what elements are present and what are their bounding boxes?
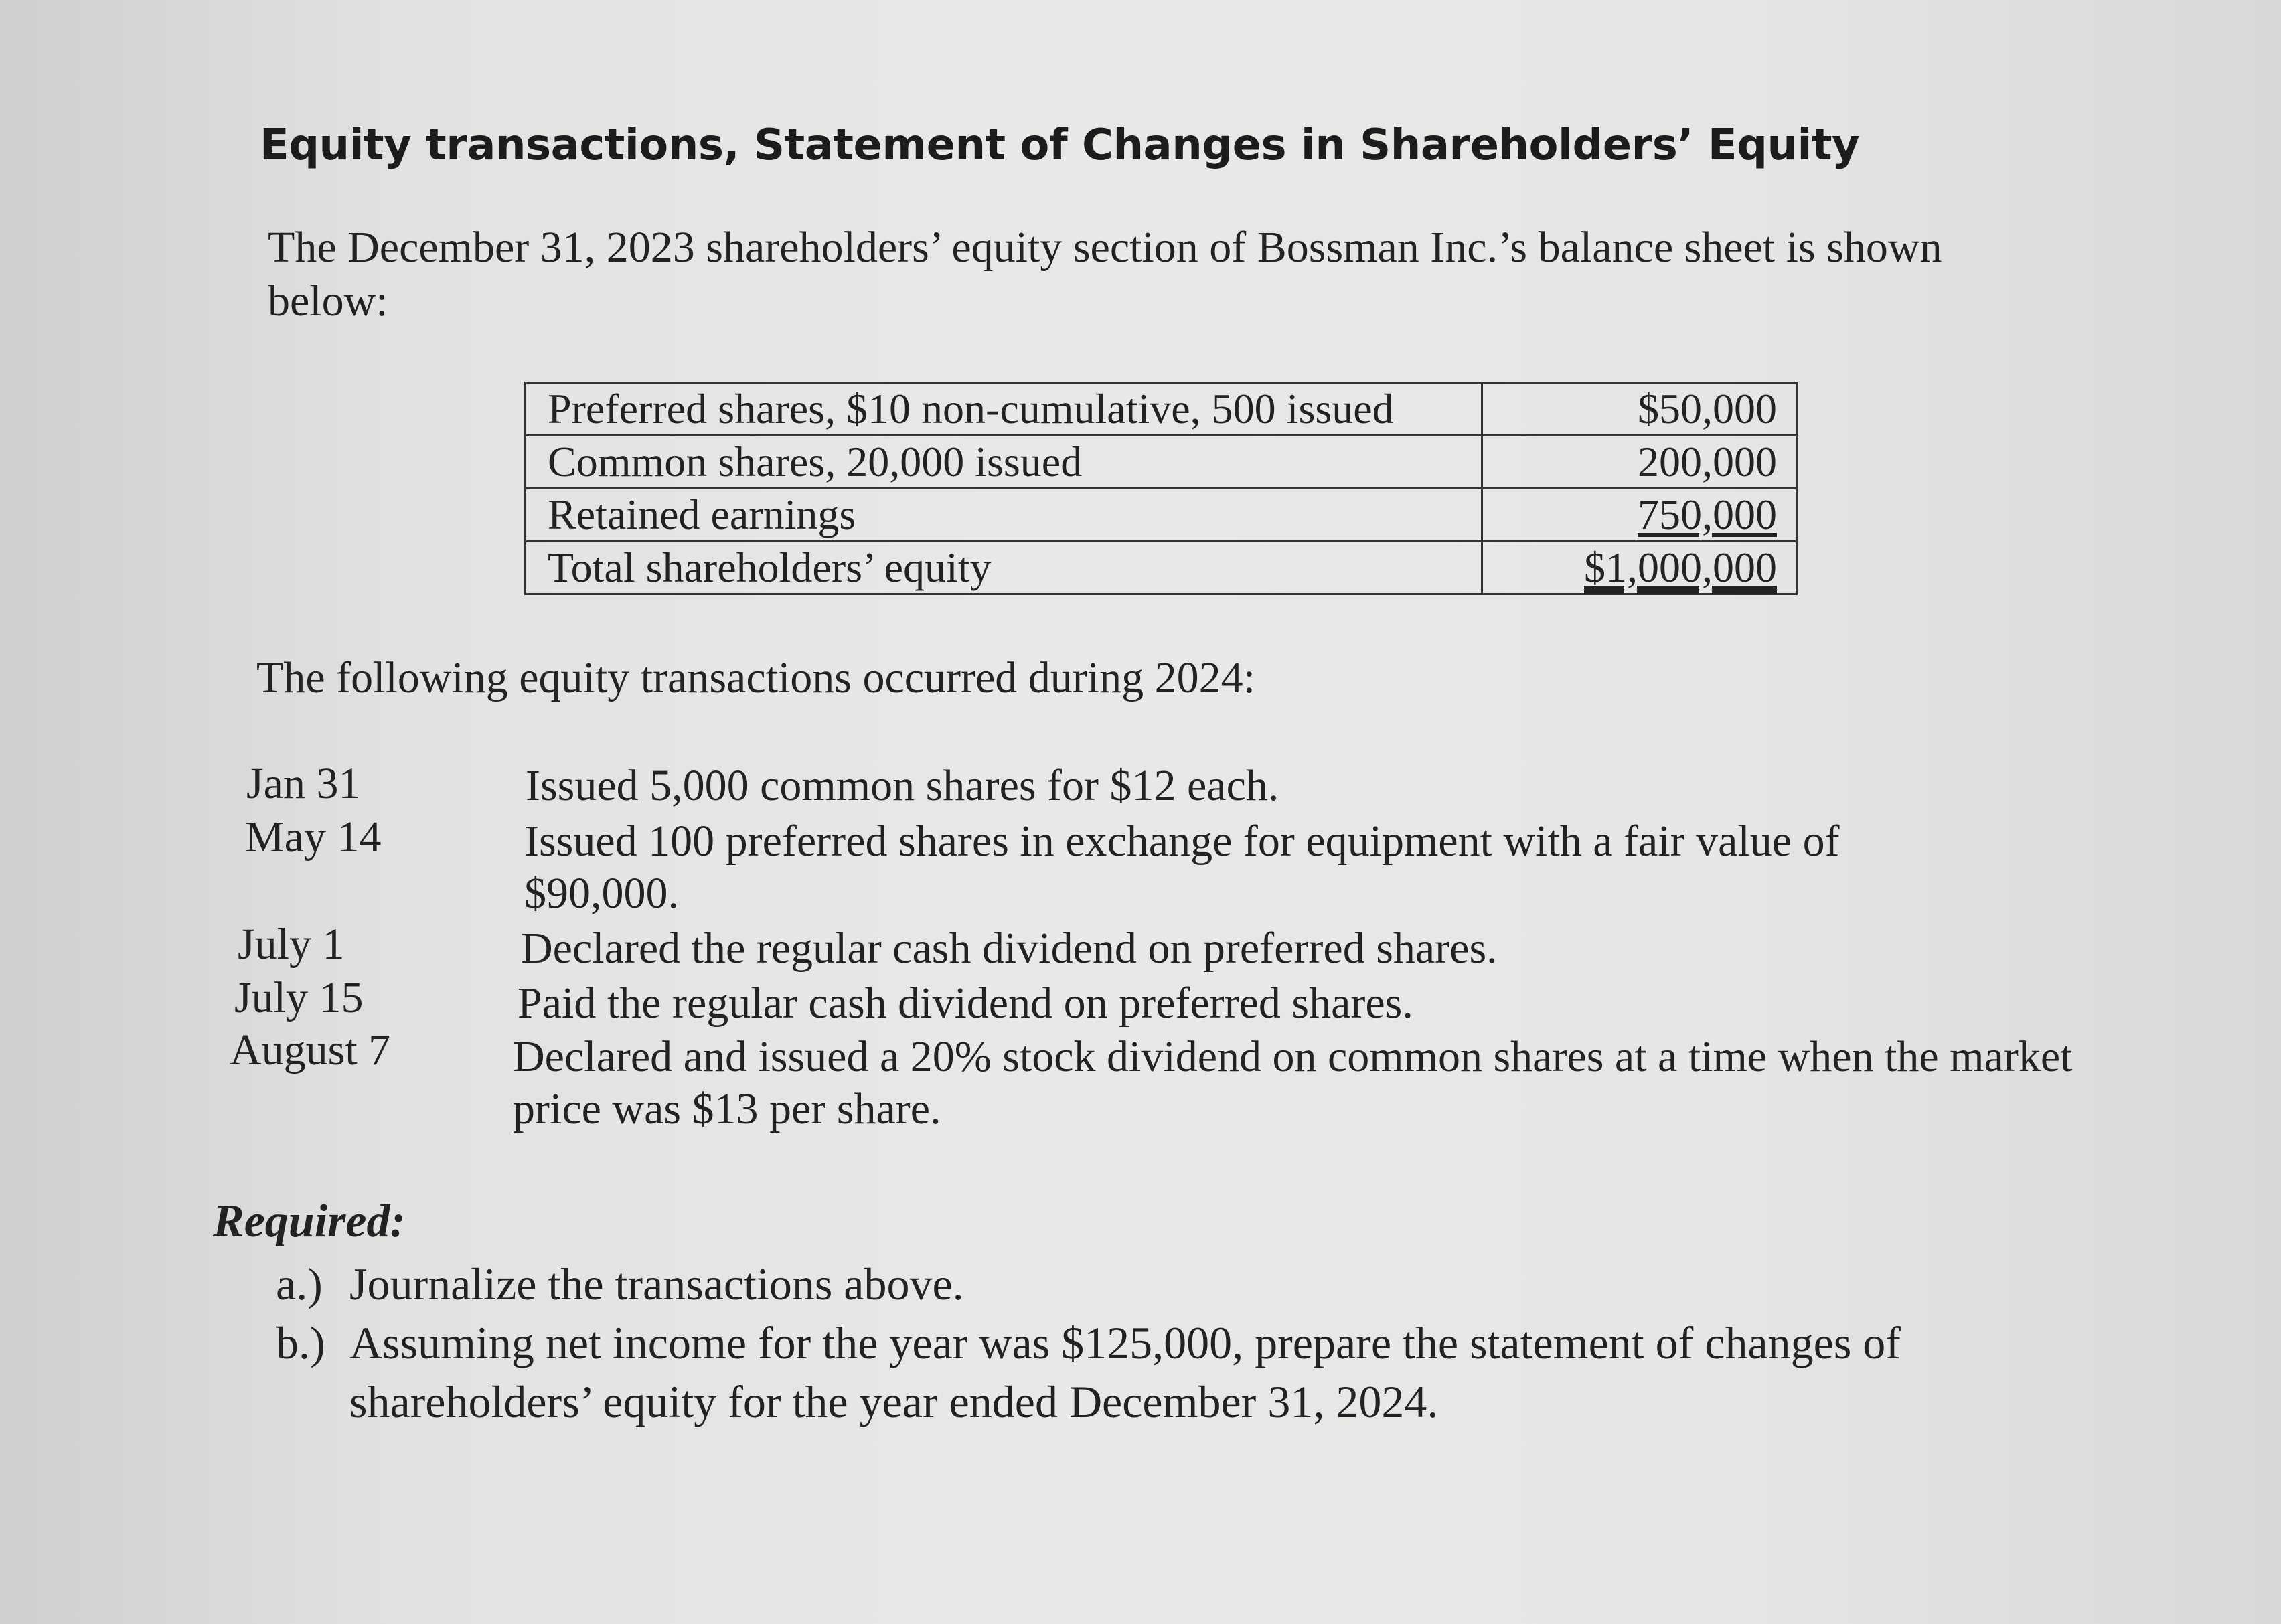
transaction-description: Issued 5,000 common shares for $12 each. <box>526 761 1279 810</box>
row-label: Common shares, 20,000 issued <box>526 436 1482 489</box>
row-label: Retained earnings <box>526 489 1482 542</box>
row-amount: 200,000 <box>1482 436 1797 489</box>
row-amount: 750,000 <box>1482 489 1797 542</box>
table-row-total <box>526 542 1797 594</box>
transaction-date: July 1 <box>238 920 345 969</box>
transaction-description: Paid the regular cash dividend on preferred shares. <box>518 979 1413 1028</box>
row-amount: $50,000 <box>1482 383 1797 436</box>
document-title: Equity transactions, Statement of Changes in Shareholders’ Equity <box>260 120 1860 170</box>
required-item-text: Assuming net income for the year was $125,000, prepare the statement of changes of shareholders’ equity for the year ended December 31, 2024. <box>349 1317 1901 1427</box>
table-row <box>526 489 1797 542</box>
transaction-date: August 7 <box>230 1026 391 1074</box>
transaction-date: July 15 <box>234 973 364 1022</box>
required-item-text: Journalize the transactions above. <box>349 1258 964 1309</box>
transactions-intro: The following equity transactions occurred during 2024: <box>256 653 1255 702</box>
table-row <box>526 436 1797 489</box>
transaction-description: Declared the regular cash dividend on preferred shares. <box>521 924 1498 973</box>
row-label: Preferred shares, $10 non-cumulative, 500 issued <box>526 383 1482 436</box>
transaction-date: May 14 <box>245 813 382 862</box>
table-row <box>526 383 1797 436</box>
transaction-date: Jan 31 <box>246 759 361 808</box>
intro-paragraph: The December 31, 2023 shareholders’ equity section of Bossman Inc.’s balance sheet is shown below: <box>268 223 1942 325</box>
required-item-marker: b.) <box>276 1317 325 1368</box>
transaction-description: Issued 100 preferred shares in exchange for equipment with a fair value of $90,000. <box>524 817 1840 918</box>
row-label: Total shareholders’ equity <box>526 542 1482 594</box>
required-heading: Required: <box>213 1196 406 1247</box>
shareholders-equity-table <box>524 382 1798 595</box>
transaction-description: Declared and issued a 20% stock dividend on common shares at a time when the market price was $13 per share. <box>513 1032 2073 1133</box>
row-amount: $1,000,000 <box>1482 542 1797 594</box>
required-item-marker: a.) <box>276 1258 323 1309</box>
